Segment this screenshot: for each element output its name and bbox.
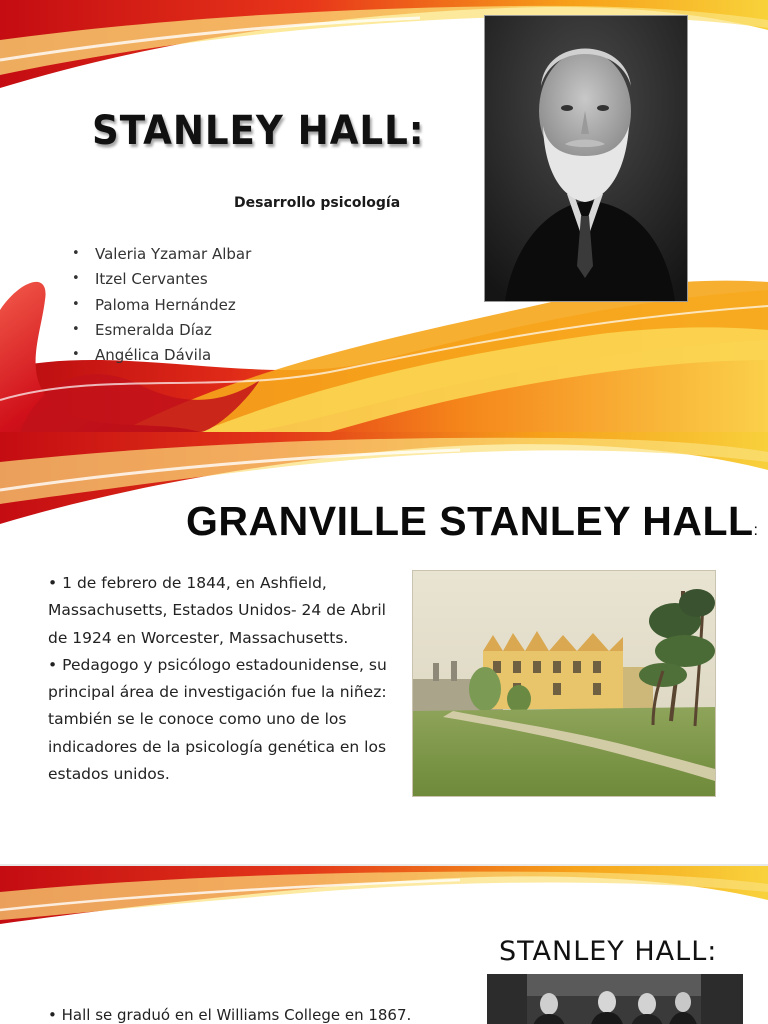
author-item: • Valeria Yzamar Albar	[72, 244, 251, 269]
slide-subtitle: Desarrollo psicología	[234, 195, 401, 211]
bullet-glyph: •	[48, 574, 58, 592]
bullet-text: Pedagogo y psicólogo estadounidense, su principal área de investigación fue la niñez: también se le conoce como uno de los indicadores de la psicología genética en los estados unidos.	[48, 655, 387, 784]
author-list	[72, 244, 251, 370]
author-item: • Paloma Hernández	[72, 295, 251, 320]
bullet-text: Hall se graduó en el Williams College en 1867.	[61, 1006, 412, 1024]
biography-text	[48, 570, 408, 788]
bullet-paragraph	[48, 652, 408, 788]
slide-education	[0, 866, 768, 1024]
title-text: GRANVILLE STANLEY HALL	[186, 498, 754, 544]
slide-title-heading: STANLEY HALL:	[92, 108, 425, 154]
slide-title-heading	[186, 498, 759, 545]
bullet-glyph: •	[48, 655, 58, 674]
education-text	[48, 1006, 411, 1024]
bullet-glyph: •	[48, 1006, 57, 1024]
slide-title	[0, 0, 768, 432]
mansion-painting	[412, 570, 716, 797]
group-photo	[487, 974, 743, 1024]
slide-title-heading: STANLEY HALL:	[499, 936, 718, 967]
bullet-text: 1 de febrero de 1844, en Ashfield, Massachusetts, Estados Unidos- 24 de Abril de 1924 en Worcester, Massachusetts.	[48, 574, 386, 647]
author-item: • Angélica Dávila	[72, 345, 251, 370]
portrait-photo	[484, 15, 688, 302]
slide-biography	[0, 432, 768, 864]
bullet-paragraph	[48, 570, 408, 652]
author-item: • Itzel Cervantes	[72, 269, 251, 294]
author-item: • Esmeralda Díaz	[72, 320, 251, 345]
title-colon: :	[753, 522, 759, 539]
wave-ribbon-decoration	[0, 866, 768, 926]
